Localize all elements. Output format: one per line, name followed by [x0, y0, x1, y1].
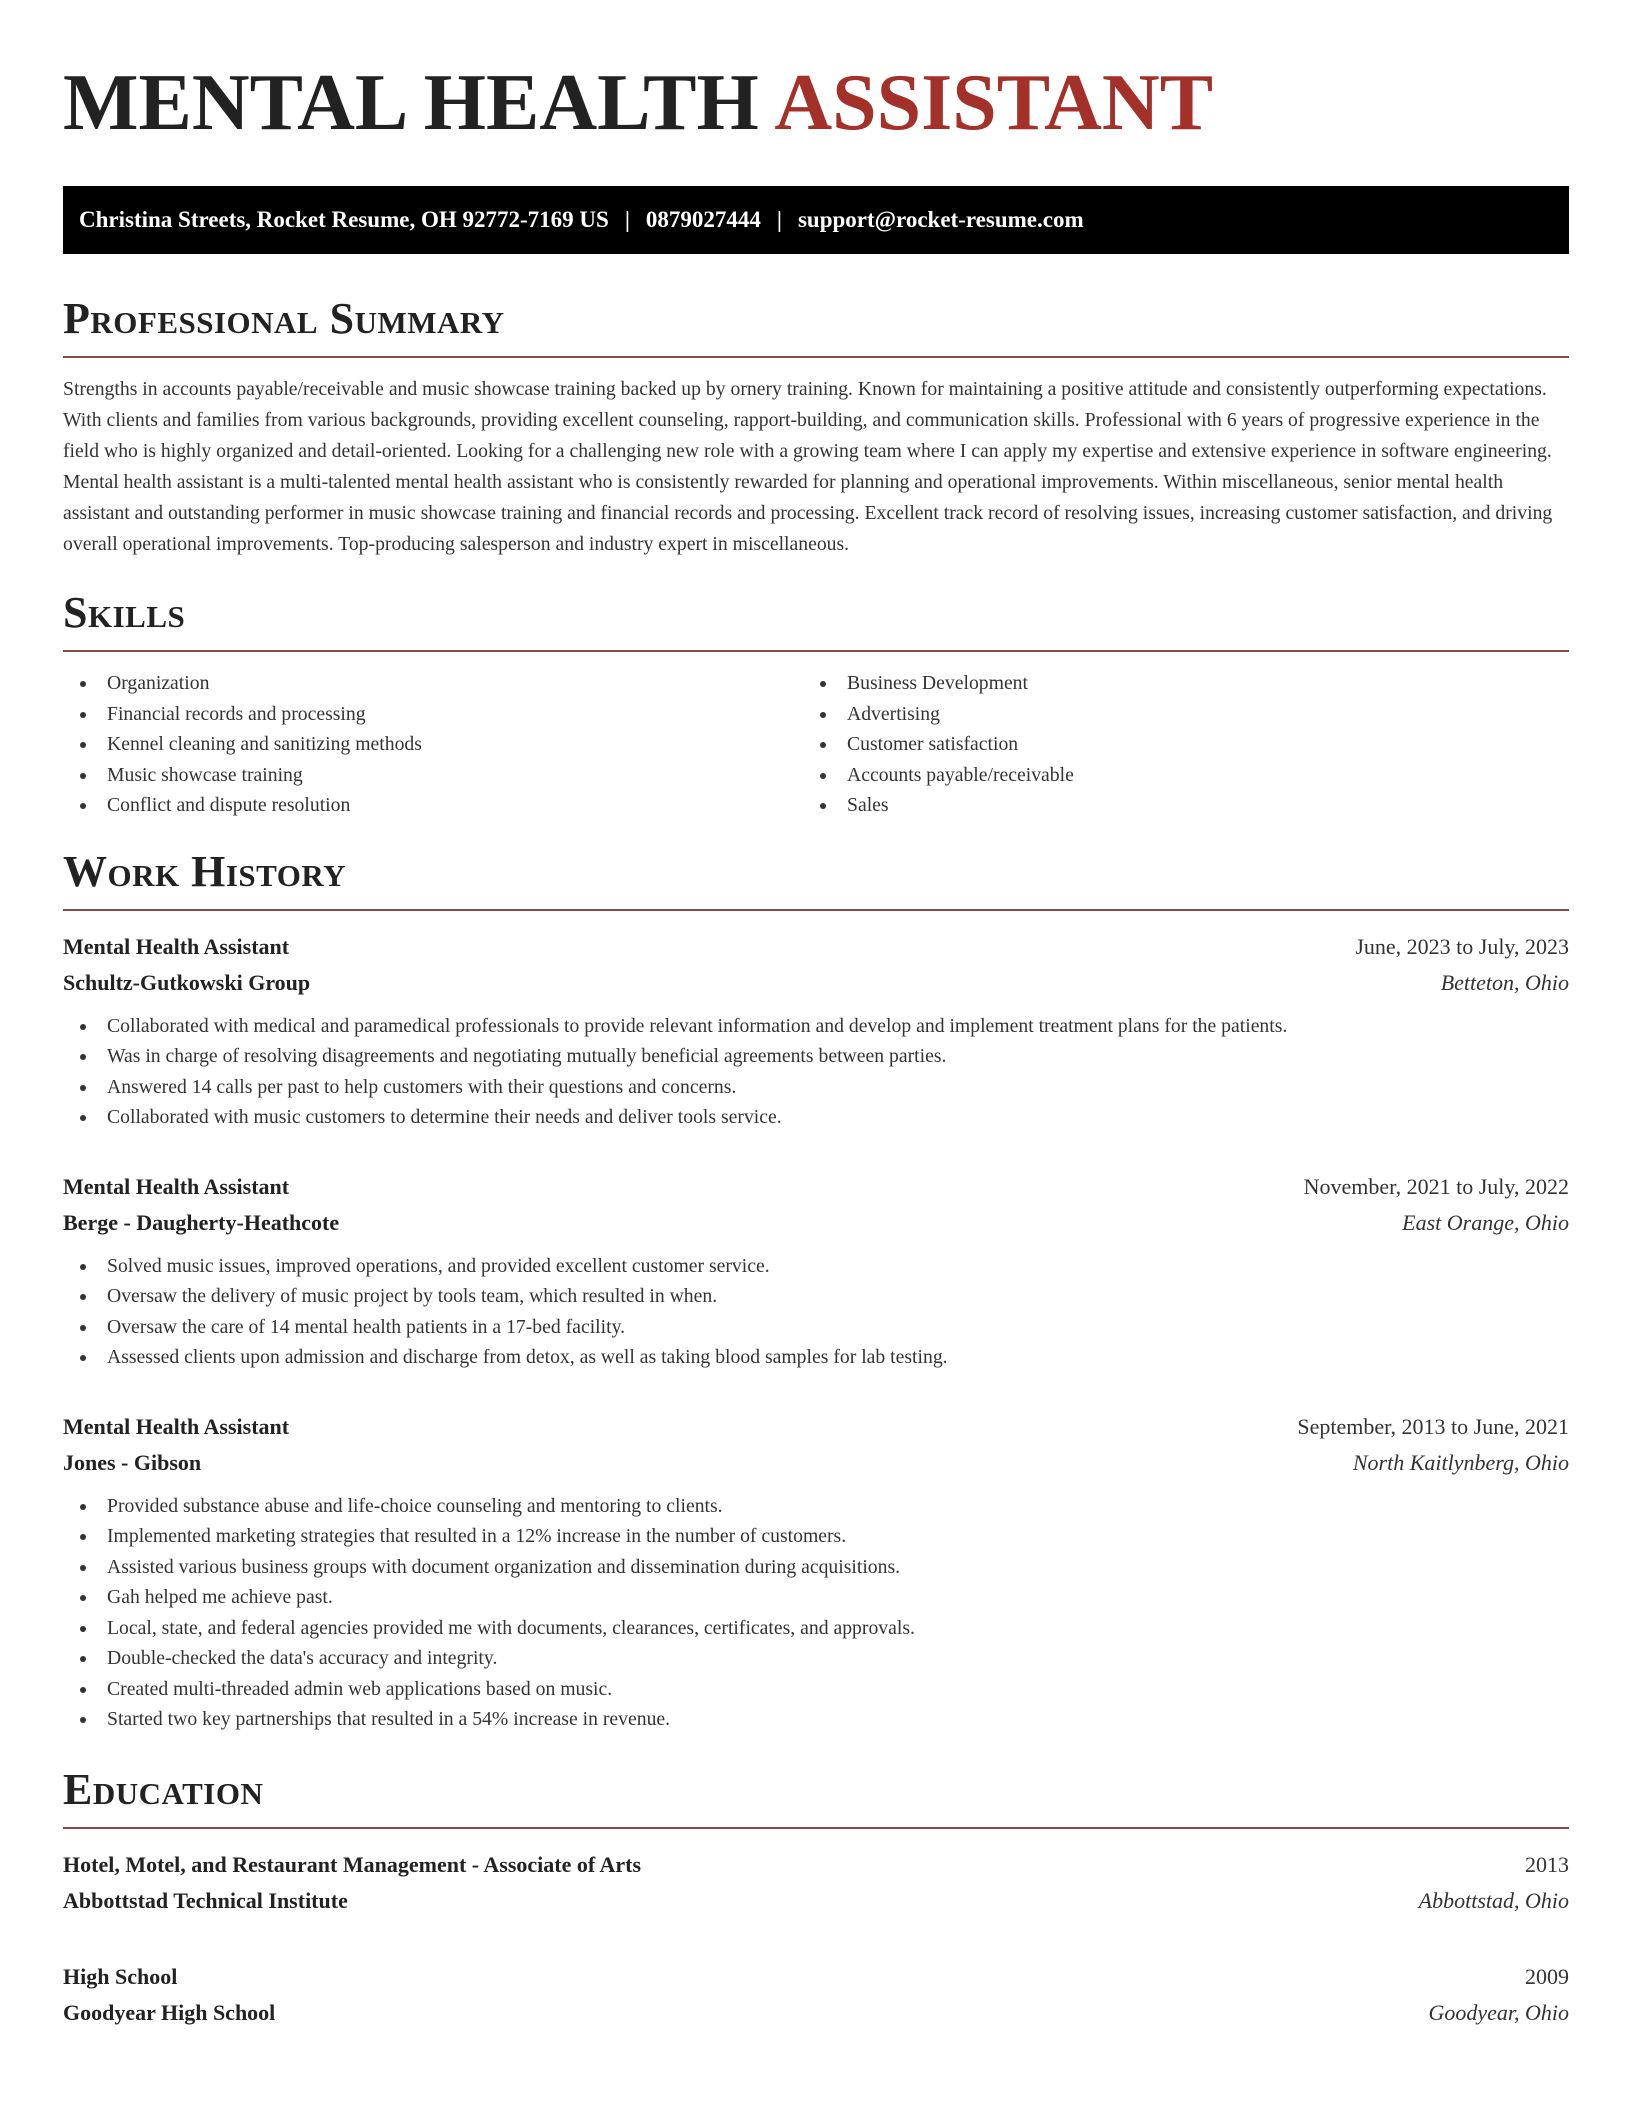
- education-degree-row: [63, 1959, 1569, 1995]
- education-degree: High School: [63, 1963, 178, 1989]
- job-dates: June, 2023 to July, 2023: [1355, 933, 1569, 959]
- contact-phone: 0879027444: [645, 207, 761, 232]
- education-school: Goodyear High School: [63, 1999, 276, 2025]
- education-location: Abbottstad, Ohio: [1418, 1887, 1569, 1913]
- skill-item: Sales: [803, 790, 1543, 821]
- job-bullet: Was in charge of resolving disagreements and negotiating mutually beneficial agreements between parties.: [63, 1041, 1569, 1072]
- job-bullet: Provided substance abuse and life-choice counseling and mentoring to clients.: [63, 1491, 1569, 1522]
- job-dates: September, 2013 to June, 2021: [1297, 1413, 1569, 1439]
- job-bullets: [63, 1011, 1569, 1133]
- contact-separator: |: [776, 207, 782, 232]
- contact-separator: |: [624, 207, 630, 232]
- skill-item: Advertising: [803, 699, 1543, 730]
- skill-item: Conflict and dispute resolution: [63, 790, 803, 821]
- job-location: East Orange, Ohio: [1402, 1209, 1569, 1235]
- title-main: MENTAL HEALTH: [63, 59, 759, 147]
- job-entry: [63, 1409, 1569, 1735]
- contact-email: support@rocket-resume.com: [797, 207, 1084, 232]
- skill-item: Music showcase training: [63, 760, 803, 791]
- skill-item: Customer satisfaction: [803, 729, 1543, 760]
- job-bullet: Collaborated with music customers to determine their needs and deliver tools service.: [63, 1102, 1569, 1133]
- job-title: Mental Health Assistant: [63, 933, 290, 959]
- job-bullets: [63, 1491, 1569, 1735]
- job-header-row: [63, 1169, 1569, 1205]
- skills-column-left: [63, 668, 803, 821]
- education-school-row: [63, 1883, 1569, 1919]
- resume-title: [63, 0, 1569, 148]
- education-heading: Education: [63, 1765, 1569, 1829]
- skill-item: Organization: [63, 668, 803, 699]
- job-bullet: Implemented marketing strategies that resulted in a 12% increase in the number of customers.: [63, 1521, 1569, 1552]
- job-header-row: [63, 1409, 1569, 1445]
- job-bullet: Local, state, and federal agencies provided me with documents, clearances, certificates, and approvals.: [63, 1613, 1569, 1644]
- education-school-row: [63, 1995, 1569, 2031]
- job-bullet: Collaborated with medical and paramedical professionals to provide relevant information and develop and implement treatment plans for the patients.: [63, 1011, 1569, 1042]
- job-company: Schultz-Gutkowski Group: [63, 969, 311, 995]
- education-degree-row: [63, 1847, 1569, 1883]
- job-company-row: [63, 1445, 1569, 1481]
- summary-text: Strengths in accounts payable/receivable and music showcase training backed up by ornery training. Known for maintaining a positive attitude and consistently outperforming expectations. With clients and families from various backgrounds, providing excellent counseling, rapport-building, and communication skills. Professional with 6 years of progressive experience in the field who is highly organized and detail-oriented. Looking for a challenging new role with a growing team where I can apply my expertise and extensive experience in software engineering. Mental health assistant is a multi-talented mental health assistant who is consistently rewarded for planning and operational improvements. Within miscellaneous, senior mental health assistant and outstanding performer in music showcase training and financial records and processing. Excellent track record of resolving issues, increasing customer satisfaction, and driving overall operational improvements. Top-producing salesperson and industry expert in miscellaneous.: [63, 378, 1553, 555]
- job-header-row: [63, 929, 1569, 965]
- education-year: 2013: [1525, 1851, 1569, 1877]
- job-bullet: Oversaw the care of 14 mental health patients in a 17-bed facility.: [63, 1312, 1569, 1343]
- job-company-row: [63, 1205, 1569, 1241]
- job-bullet: Gah helped me achieve past.: [63, 1582, 1569, 1613]
- contact-bar: [63, 186, 1569, 254]
- skills-list: [63, 668, 1569, 821]
- education-location: Goodyear, Ohio: [1428, 1999, 1569, 2025]
- job-bullet: Answered 14 calls per past to help customers with their questions and concerns.: [63, 1072, 1569, 1103]
- job-bullet: Started two key partnerships that resulted in a 54% increase in revenue.: [63, 1704, 1569, 1735]
- job-company: Jones - Gibson: [63, 1449, 202, 1475]
- skill-item: Kennel cleaning and sanitizing methods: [63, 729, 803, 760]
- job-title: Mental Health Assistant: [63, 1413, 290, 1439]
- skill-item: Accounts payable/receivable: [803, 760, 1543, 791]
- education-entry: [63, 1959, 1569, 2031]
- job-bullet: Oversaw the delivery of music project by tools team, which resulted in when.: [63, 1281, 1569, 1312]
- skills-column-right: [803, 668, 1543, 821]
- job-location: Betteton, Ohio: [1440, 969, 1569, 995]
- job-bullet: Assessed clients upon admission and discharge from detox, as well as taking blood samples for lab testing.: [63, 1342, 1569, 1373]
- job-bullets: [63, 1251, 1569, 1373]
- job-location: North Kaitlynberg, Ohio: [1352, 1449, 1569, 1475]
- job-title: Mental Health Assistant: [63, 1173, 290, 1199]
- skill-item: Financial records and processing: [63, 699, 803, 730]
- job-bullet: Assisted various business groups with document organization and dissemination during acquisitions.: [63, 1552, 1569, 1583]
- job-bullet: Created multi-threaded admin web applications based on music.: [63, 1674, 1569, 1705]
- education-entry: [63, 1847, 1569, 1919]
- skills-heading: Skills: [63, 588, 1569, 652]
- summary-heading: Professional Summary: [63, 294, 1569, 358]
- work-history-heading: Work History: [63, 847, 1569, 911]
- job-entry: [63, 1169, 1569, 1373]
- job-bullet: Double-checked the data's accuracy and integrity.: [63, 1643, 1569, 1674]
- job-company-row: [63, 965, 1569, 1001]
- skill-item: Business Development: [803, 668, 1543, 699]
- job-bullet: Solved music issues, improved operations, and provided excellent customer service.: [63, 1251, 1569, 1282]
- contact-address: Christina Streets, Rocket Resume, OH 92772-7169 US: [79, 207, 609, 232]
- job-entry: [63, 929, 1569, 1133]
- job-company: Berge - Daugherty-Heathcote: [63, 1209, 340, 1235]
- education-year: 2009: [1525, 1963, 1569, 1989]
- education-school: Abbottstad Technical Institute: [63, 1887, 348, 1913]
- education-degree: Hotel, Motel, and Restaurant Management - Associate of Arts: [63, 1851, 642, 1877]
- job-dates: November, 2021 to July, 2022: [1303, 1173, 1569, 1199]
- title-accent: ASSISTANT: [774, 59, 1214, 147]
